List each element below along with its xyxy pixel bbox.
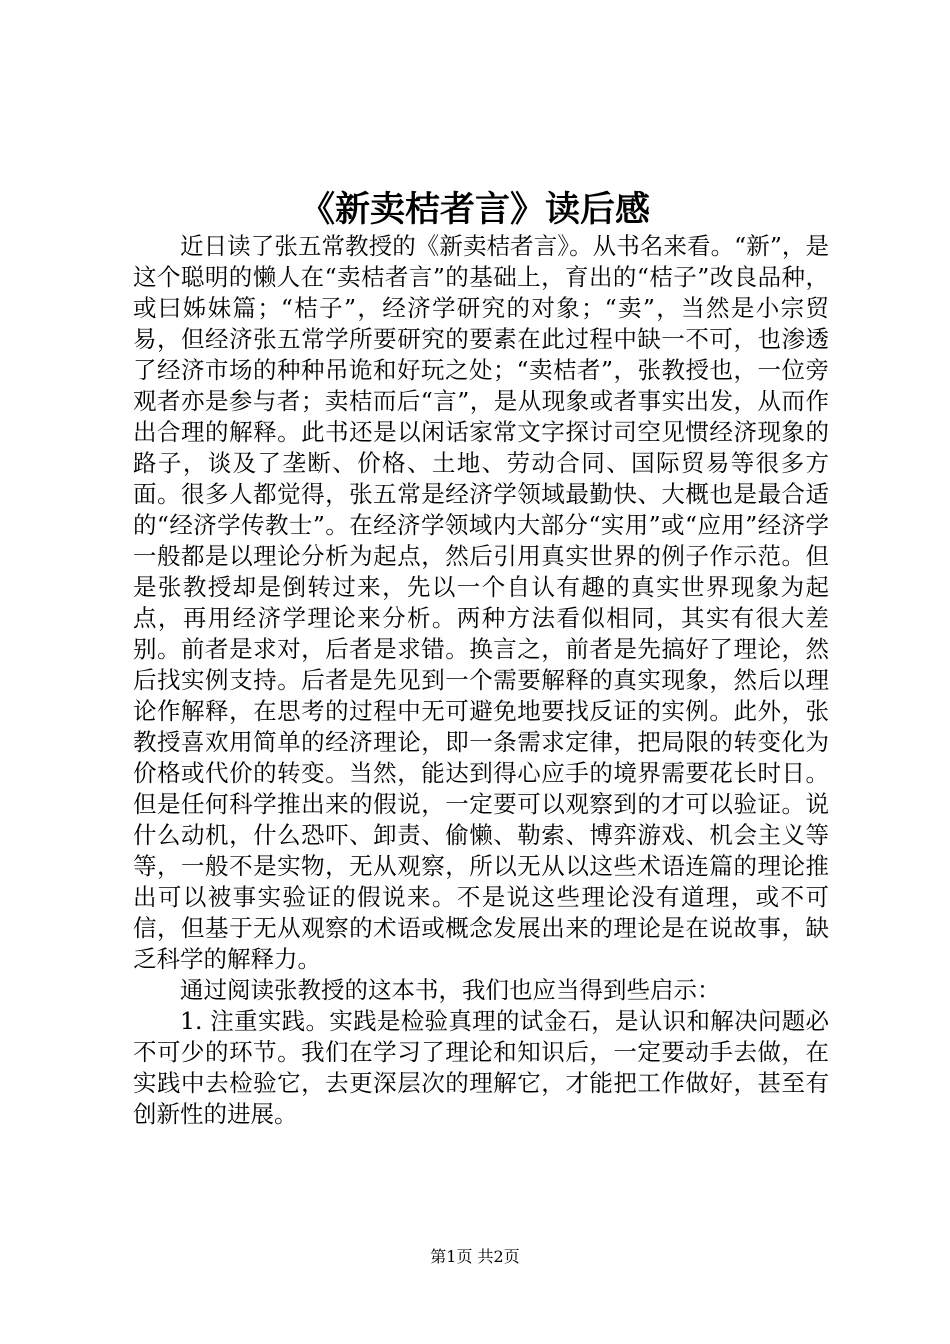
paragraph-intro: 近日读了张五常教授的《新卖桔者言》。从书名来看。“新”，是这个聪明的懒人在“卖桔者言”的基础上，育出的“桔子”改良品种，或曰姊妹篇；“桔子”，经济学研究的对象；“卖”，当然是小宗贸易，但经济张五常学所要研究的要素在此过程中缺一不可，也渗透了经济市场的种种吊诡和好玩之处；“卖桔者”，张教授也，一位旁观者亦是参与者；卖桔而后“言”，是从现象或者事实出发，从而作出合理的解释。此书还是以闲话家常文字探讨司空见惯经济现象的路子，谈及了垄断、价格、土地、劳动合同、国际贸易等很多方面。很多人都觉得，张五常是经济学领域最勤快、大概也是最合适的“经济学传教士”。在经济学领域内大部分“实用”或“应用”经济学一般都是以理论分析为起点，然后引用真实世界的例子作示范。但是张教授却是倒转过来，先以一个自认有趣的真实世界现象为起点，再用经济学理论来分析。两种方法看似相同，其实有很大差别。前者是求对，后者是求错。换言之，前者是先搞好了理论，然后找实例支持。后者是先见到一个需要解释的真实现象，然后以理论作解释，在思考的过程中无可避免地要找反证的实例。此外，张教授喜欢用简单的经济理论，即一条需求定律，把局限的转变化为价格或代价的转变。当然，能达到得心应手的境界需要花长时日。但是任何科学推出来的假说，一定要可以观察到的才可以验证。说什么动机，什么恐吓、卸责、偷懒、勒索、博弈游戏、机会主义等等，一般不是实物，无从观察，所以无从以这些术语连篇的理论推出可以被事实验证的假说来。不是说这些理论没有道理，或不可信，但基于无从观察的术语或概念发展出来的理论是在说故事，缺乏科学的解释力。 [133,232,829,973]
document-body [133,231,829,1130]
document-title: 《新卖桔者言》读后感 [299,189,650,230]
paragraph-inspiration: 通过阅读张教授的这本书，我们也应当得到些启示： [180,976,721,1004]
paragraph-point-1: 1. 注重实践。实践是检验真理的试金石，是认识和解决问题必不可少的环节。我们在学习了理论和知识后，一定要动手去做，在实践中去检验它，去更深层次的理解它，才能把工作做好，甚至有创新性的进展。 [133,1007,829,1128]
page-footer: 第1页 共2页 [430,1247,520,1266]
